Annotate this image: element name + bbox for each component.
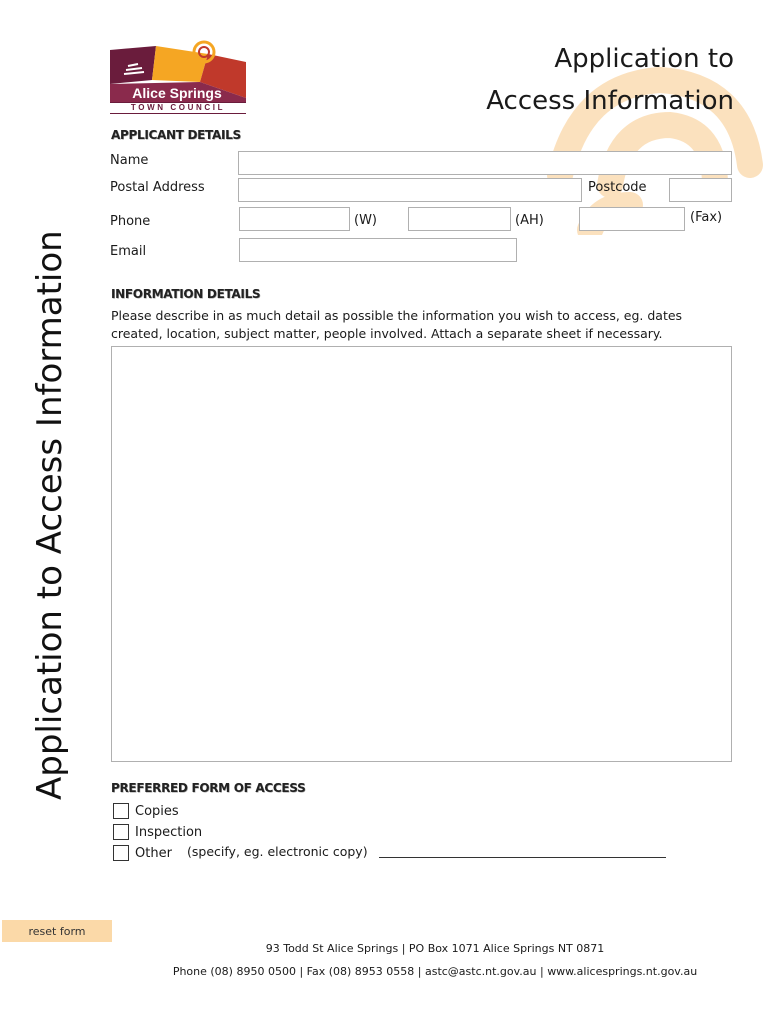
name-field[interactable] bbox=[238, 151, 732, 175]
logo-name: Alice Springs bbox=[132, 85, 222, 101]
inspection-checkbox[interactable] bbox=[113, 824, 129, 840]
logo-subtitle: TOWN COUNCIL bbox=[110, 102, 246, 114]
title-line-1: Application to bbox=[554, 44, 734, 74]
postcode-label: Postcode bbox=[588, 180, 647, 195]
postal-address-field[interactable] bbox=[238, 178, 582, 202]
other-specify-field[interactable] bbox=[379, 857, 666, 858]
phone-after-hours-label: (AH) bbox=[515, 213, 544, 228]
email-label: Email bbox=[110, 244, 147, 259]
postal-address-label: Postal Address bbox=[110, 180, 205, 195]
side-title: Application to Access Information bbox=[30, 230, 70, 800]
postcode-field[interactable] bbox=[669, 178, 732, 202]
phone-work-field[interactable] bbox=[239, 207, 350, 231]
other-checkbox[interactable] bbox=[113, 845, 129, 861]
name-label: Name bbox=[110, 153, 149, 168]
other-note: (specify, eg. electronic copy) bbox=[187, 844, 368, 859]
phone-work-label: (W) bbox=[354, 213, 377, 228]
copies-checkbox[interactable] bbox=[113, 803, 129, 819]
footer-address: 93 Todd St Alice Springs | PO Box 1071 Alice Springs NT 0871 bbox=[265, 942, 605, 955]
copies-label: Copies bbox=[135, 803, 179, 819]
inspection-label: Inspection bbox=[135, 824, 203, 840]
reset-form-button[interactable]: reset form bbox=[2, 920, 112, 942]
information-textarea[interactable] bbox=[111, 346, 732, 762]
copies-option[interactable] bbox=[113, 802, 179, 820]
footer-contact: Phone (08) 8950 0500 | Fax (08) 8953 0558 | astc@astc.nt.gov.au | www.alicesprings.nt.gov.au bbox=[172, 965, 698, 978]
phone-label: Phone bbox=[110, 214, 151, 229]
other-option[interactable] bbox=[113, 844, 172, 862]
email-field[interactable] bbox=[239, 238, 517, 262]
access-heading: PREFERRED FORM OF ACCESS bbox=[111, 781, 306, 795]
applicant-heading: APPLICANT DETAILS bbox=[111, 128, 241, 142]
fax-label: (Fax) bbox=[690, 210, 723, 225]
title-line-2: Access Information bbox=[486, 86, 734, 116]
information-description: Please describe in as much detail as possible the information you wish to access, eg. dates created, location, subject matter, people involved. Attach a separate sheet if necessary. bbox=[111, 308, 683, 341]
fax-field[interactable] bbox=[579, 207, 685, 231]
information-heading: INFORMATION DETAILS bbox=[111, 287, 261, 301]
phone-after-hours-field[interactable] bbox=[408, 207, 511, 231]
other-label: Other bbox=[135, 845, 172, 861]
page-title bbox=[486, 38, 734, 122]
inspection-option[interactable] bbox=[113, 823, 202, 841]
